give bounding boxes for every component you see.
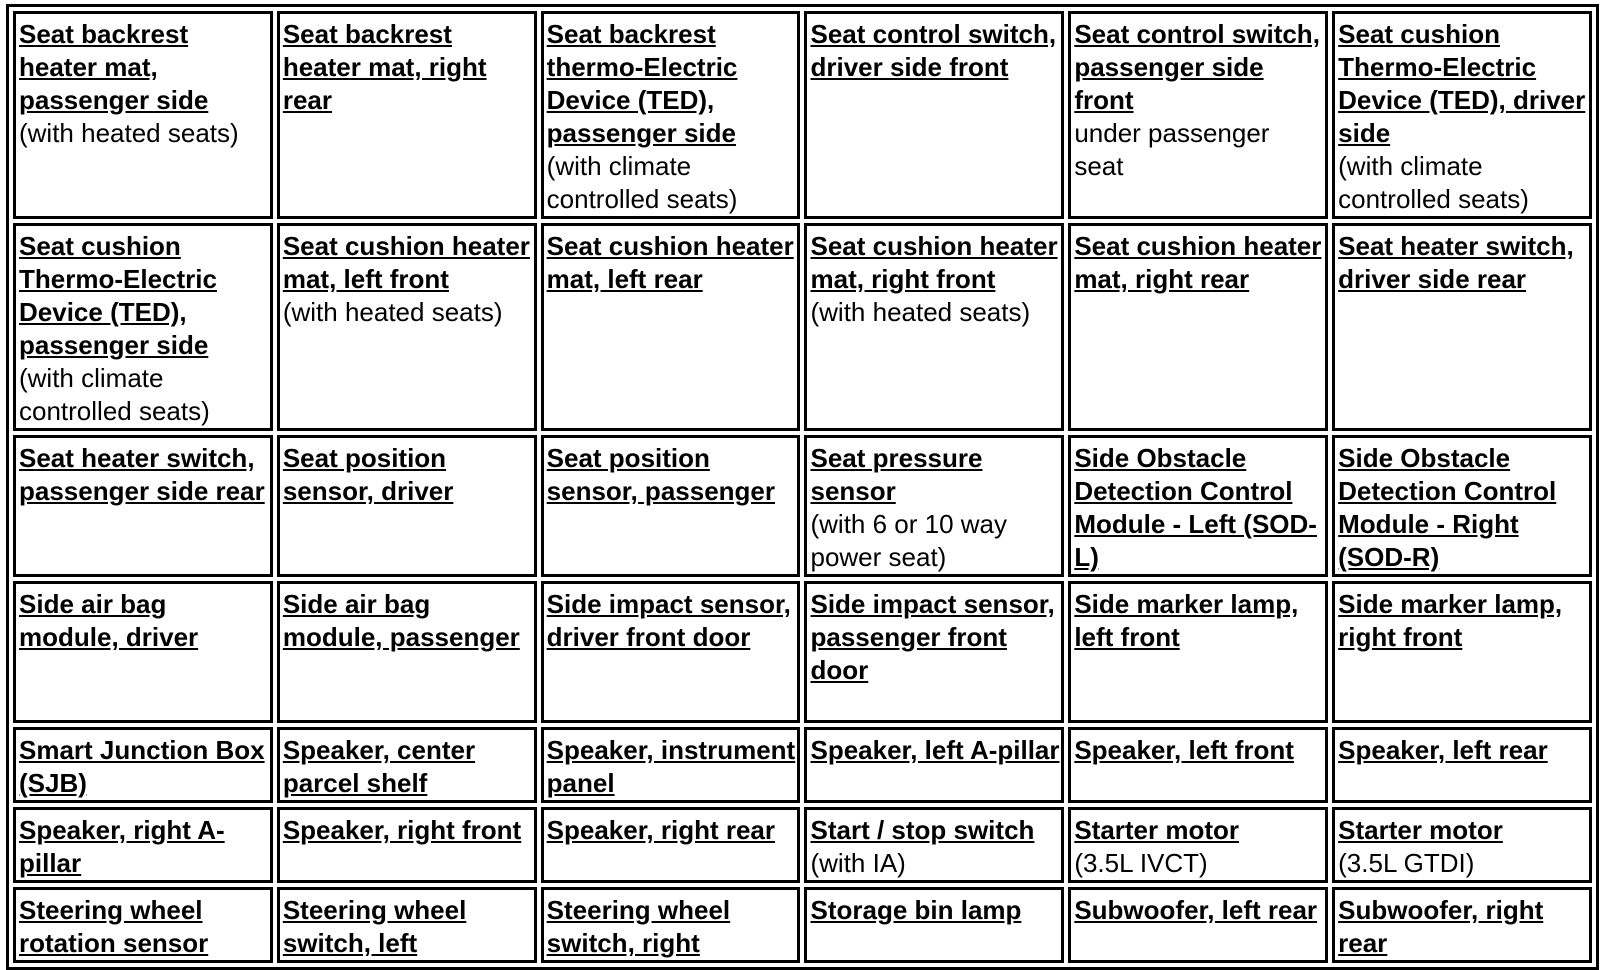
table-cell bbox=[541, 727, 801, 803]
table-cell bbox=[277, 807, 537, 883]
component-link[interactable]: Subwoofer, right rear bbox=[1338, 895, 1544, 958]
table-cell bbox=[541, 887, 801, 963]
component-index-body bbox=[13, 11, 1592, 963]
table-cell bbox=[541, 11, 801, 219]
component-note: (with IA) bbox=[810, 848, 906, 878]
component-link[interactable]: Speaker, left A-pillar bbox=[810, 735, 1060, 765]
component-note: (with climate controlled seats) bbox=[546, 151, 738, 214]
component-link[interactable]: Seat control switch, passenger side front bbox=[1074, 19, 1320, 115]
table-cell bbox=[277, 435, 537, 577]
table-row bbox=[13, 887, 1592, 963]
table-cell bbox=[13, 435, 273, 577]
table-cell bbox=[804, 887, 1064, 963]
component-link[interactable]: Seat backrest thermo-Electric Device (TED), passenger side bbox=[546, 19, 738, 148]
table-cell bbox=[1332, 727, 1592, 803]
component-link[interactable]: Side air bag module, passenger bbox=[282, 589, 520, 652]
component-link[interactable]: Seat cushion heater mat, left front bbox=[282, 231, 530, 294]
component-link[interactable]: Speaker, left rear bbox=[1338, 735, 1548, 765]
component-link[interactable]: Steering wheel rotation sensor bbox=[19, 895, 209, 958]
component-link[interactable]: Seat position sensor, driver bbox=[282, 443, 454, 506]
component-link[interactable]: Start / stop switch bbox=[810, 815, 1035, 845]
table-cell bbox=[277, 581, 537, 723]
component-link[interactable]: Seat cushion Thermo-Electric Device (TED), passenger side bbox=[19, 231, 217, 360]
table-row bbox=[13, 223, 1592, 431]
table-cell bbox=[277, 11, 537, 219]
component-link[interactable]: Starter motor bbox=[1338, 815, 1503, 845]
table-cell bbox=[804, 727, 1064, 803]
component-link[interactable]: Storage bin lamp bbox=[810, 895, 1022, 925]
component-note: (3.5L IVCT) bbox=[1074, 848, 1208, 878]
table-cell bbox=[1068, 807, 1328, 883]
table-cell bbox=[13, 581, 273, 723]
component-link[interactable]: Seat cushion Thermo-Electric Device (TED), driver side bbox=[1338, 19, 1586, 148]
table-cell bbox=[1068, 435, 1328, 577]
component-link[interactable]: Speaker, right rear bbox=[546, 815, 775, 845]
table-cell bbox=[1332, 581, 1592, 723]
component-link[interactable]: Steering wheel switch, right bbox=[546, 895, 731, 958]
table-row bbox=[13, 727, 1592, 803]
table-cell bbox=[1068, 887, 1328, 963]
component-link[interactable]: Side impact sensor, driver front door bbox=[546, 589, 791, 652]
component-link[interactable]: Side marker lamp, right front bbox=[1338, 589, 1563, 652]
table-cell bbox=[1068, 727, 1328, 803]
table-cell bbox=[277, 727, 537, 803]
component-link[interactable]: Speaker, instrument panel bbox=[546, 735, 796, 798]
table-cell bbox=[804, 807, 1064, 883]
component-link[interactable]: Seat heater switch, passenger side rear bbox=[19, 443, 265, 506]
component-link[interactable]: Seat control switch, driver side front bbox=[810, 19, 1057, 82]
component-note: under passenger seat bbox=[1074, 118, 1270, 181]
component-link[interactable]: Side marker lamp, left front bbox=[1074, 589, 1299, 652]
component-link[interactable]: Starter motor bbox=[1074, 815, 1240, 845]
table-cell bbox=[1332, 11, 1592, 219]
component-link[interactable]: Side air bag module, driver bbox=[19, 589, 199, 652]
component-link[interactable]: Speaker, right A-pillar bbox=[19, 815, 225, 878]
component-link[interactable]: Seat position sensor, passenger bbox=[546, 443, 775, 506]
component-link[interactable]: Smart Junction Box (SJB) bbox=[19, 735, 265, 798]
table-cell bbox=[277, 223, 537, 431]
component-link[interactable]: Seat backrest heater mat, passenger side bbox=[19, 19, 209, 115]
component-note: (with heated seats) bbox=[810, 297, 1031, 327]
component-link[interactable]: Seat cushion heater mat, right rear bbox=[1074, 231, 1322, 294]
table-row bbox=[13, 11, 1592, 219]
component-link[interactable]: Seat pressure sensor bbox=[810, 443, 983, 506]
table-cell bbox=[804, 581, 1064, 723]
component-link[interactable]: Side impact sensor, passenger front door bbox=[810, 589, 1055, 685]
component-link[interactable]: Speaker, right front bbox=[282, 815, 522, 845]
table-cell bbox=[1332, 223, 1592, 431]
component-link[interactable]: Seat heater switch, driver side rear bbox=[1338, 231, 1574, 294]
table-cell bbox=[1068, 223, 1328, 431]
component-note: (3.5L GTDI) bbox=[1338, 848, 1475, 878]
table-cell bbox=[13, 807, 273, 883]
component-note: (with heated seats) bbox=[19, 118, 239, 148]
component-note: (with climate controlled seats) bbox=[1338, 151, 1529, 214]
component-link[interactable]: Subwoofer, left rear bbox=[1074, 895, 1318, 925]
component-link[interactable]: Seat cushion heater mat, right front bbox=[810, 231, 1058, 294]
table-cell bbox=[1332, 807, 1592, 883]
table-cell bbox=[804, 435, 1064, 577]
table-cell bbox=[541, 223, 801, 431]
table-cell bbox=[13, 11, 273, 219]
component-link[interactable]: Seat cushion heater mat, left rear bbox=[546, 231, 794, 294]
table-cell bbox=[13, 223, 273, 431]
table-cell bbox=[1068, 11, 1328, 219]
table-cell bbox=[541, 581, 801, 723]
table-cell bbox=[1332, 435, 1592, 577]
table-cell bbox=[804, 223, 1064, 431]
table-cell bbox=[1332, 887, 1592, 963]
table-row bbox=[13, 807, 1592, 883]
table-cell bbox=[541, 807, 801, 883]
component-link[interactable]: Steering wheel switch, left bbox=[282, 895, 467, 958]
component-link[interactable]: Seat backrest heater mat, right rear bbox=[282, 19, 487, 115]
table-row bbox=[13, 435, 1592, 577]
component-link[interactable]: Side Obstacle Detection Control Module - Left (SOD-L) bbox=[1074, 443, 1317, 572]
component-link[interactable]: Speaker, center parcel shelf bbox=[282, 735, 476, 798]
table-cell bbox=[13, 887, 273, 963]
component-link[interactable]: Speaker, left front bbox=[1074, 735, 1294, 765]
table-cell bbox=[1068, 581, 1328, 723]
table-row bbox=[13, 581, 1592, 723]
table-cell bbox=[804, 11, 1064, 219]
component-note: (with 6 or 10 way power seat) bbox=[810, 509, 1008, 572]
component-note: (with climate controlled seats) bbox=[19, 363, 210, 426]
table-cell bbox=[13, 727, 273, 803]
component-note: (with heated seats) bbox=[282, 297, 503, 327]
component-index-table bbox=[6, 4, 1599, 970]
table-cell bbox=[541, 435, 801, 577]
component-link[interactable]: Side Obstacle Detection Control Module - Right (SOD-R) bbox=[1338, 443, 1557, 572]
table-cell bbox=[277, 887, 537, 963]
